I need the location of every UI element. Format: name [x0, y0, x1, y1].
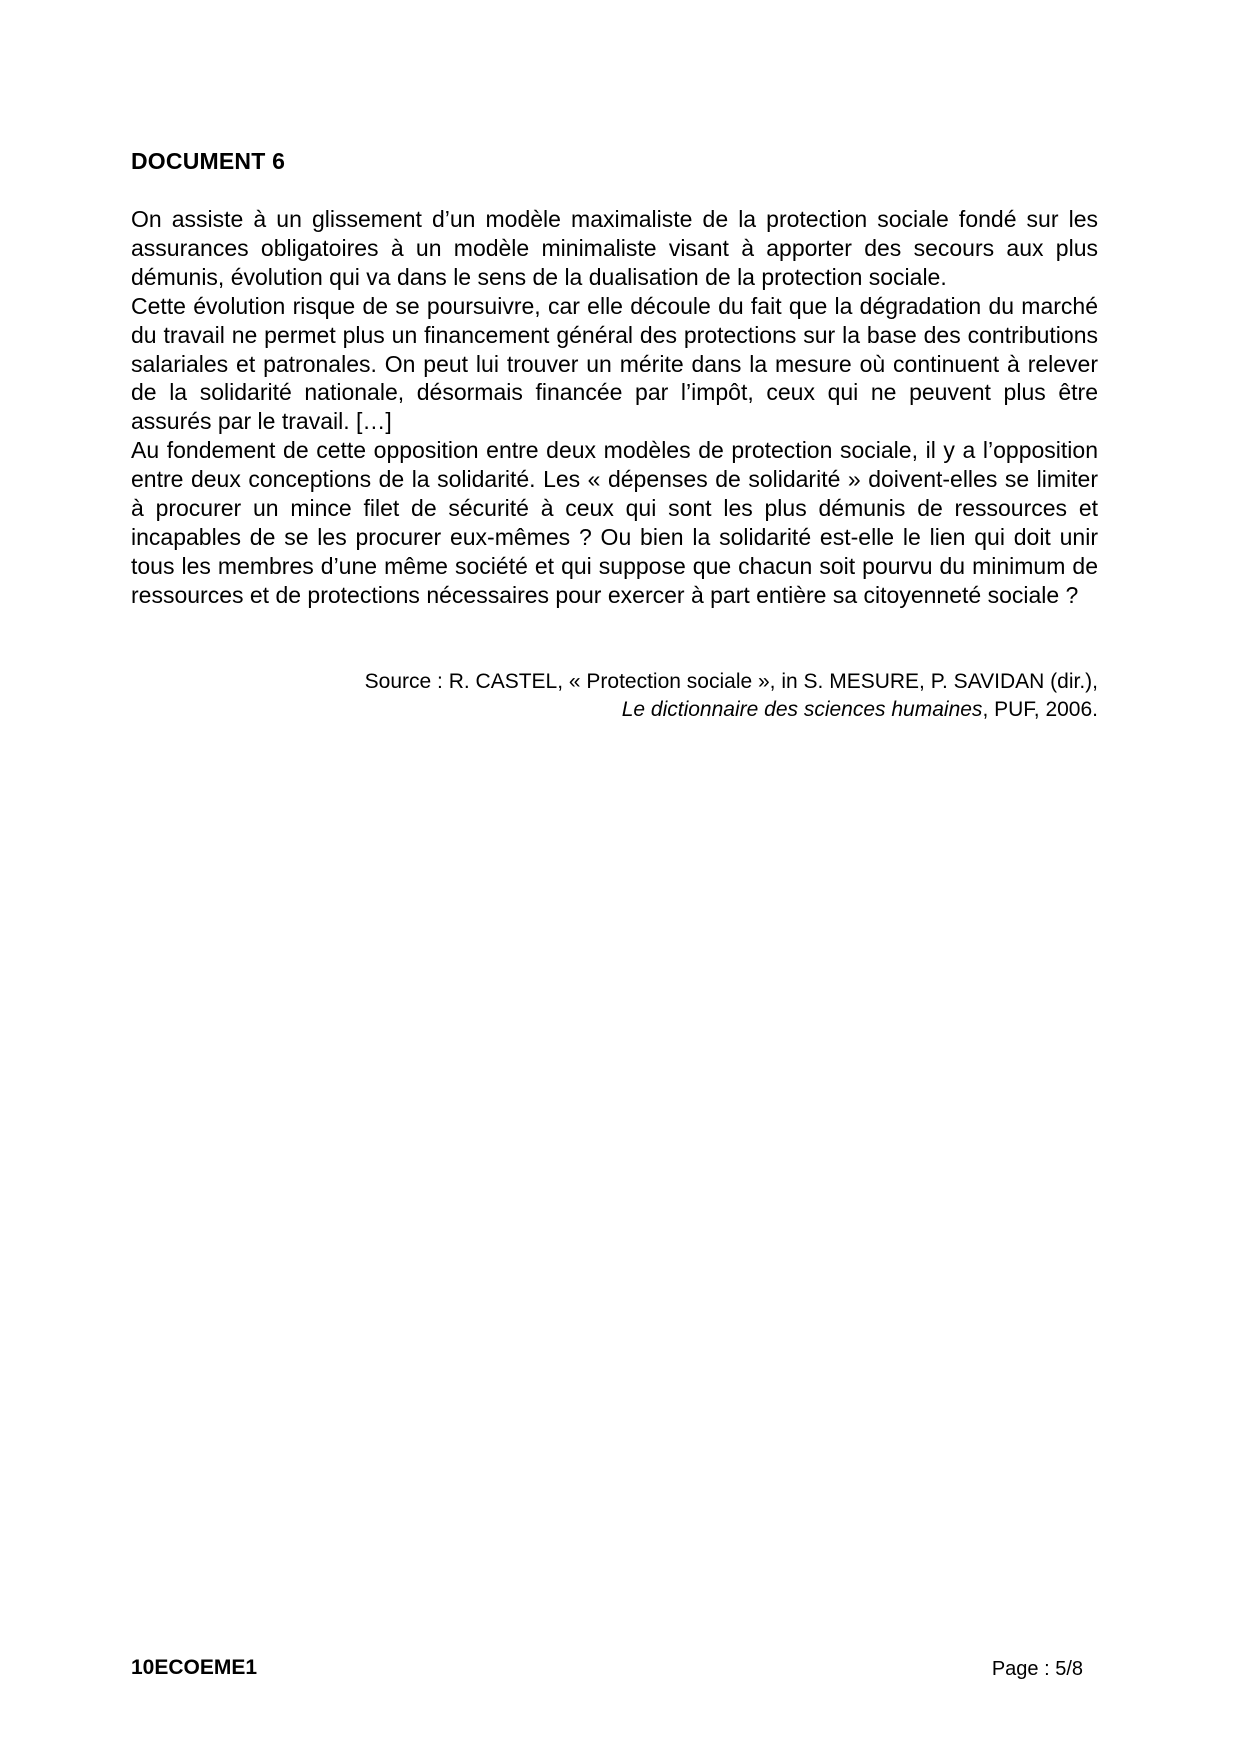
source-book-suffix: , PUF, 2006.: [982, 698, 1098, 721]
paragraph-1: On assiste à un glissement d’un modèle maximaliste de la protection sociale fondé sur les assurances obligatoires à un modèle minimaliste visant à apporter des secours aux plus démunis, évolution qui va dans le sens de la dualisation de la protection sociale.: [131, 206, 1098, 290]
document-title: DOCUMENT 6: [131, 148, 286, 174]
source-citation: [131, 668, 1098, 724]
source-line-1: Source : R. CASTEL, « Protection sociale », in S. MESURE, P. SAVIDAN (dir.),: [364, 670, 1098, 693]
source-book-title: Le dictionnaire des sciences humaines: [621, 698, 983, 721]
footer-page-number: Page : 5/8: [991, 1658, 1083, 1680]
paragraph-2: Cette évolution risque de se poursuivre, car elle découle du fait que la dégradation du marché du travail ne permet plus un financement général des protections sur la base des contributions salariales et patronales. On peut lui trouver un mérite dans la mesure où continuent à relever de la solidarité nationale, désormais financée par l’impôt, ceux qui ne peuvent plus être assurés par le travail. […]: [131, 292, 1098, 435]
paragraph-3: Au fondement de cette opposition entre deux modèles de protection sociale, il y a l’opposition entre deux conceptions de la solidarité. Les « dépenses de solidarité » doivent-elles se limiter à procurer un mince filet de sécurité à ceux qui sont les plus démunis de ressources et incapables de se les procurer eux-mêmes ? Ou bien la solidarité est-elle le lien qui doit unir tous les membres d’une même société et qui suppose que chacun soit pourvu du minimum de ressources et de protections nécessaires pour exercer à part entière sa citoyenneté sociale ?: [131, 437, 1098, 608]
source-line-2: [131, 696, 1098, 724]
footer-exam-code: 10ECOEME1: [131, 1656, 258, 1679]
document-body: [131, 205, 1098, 610]
